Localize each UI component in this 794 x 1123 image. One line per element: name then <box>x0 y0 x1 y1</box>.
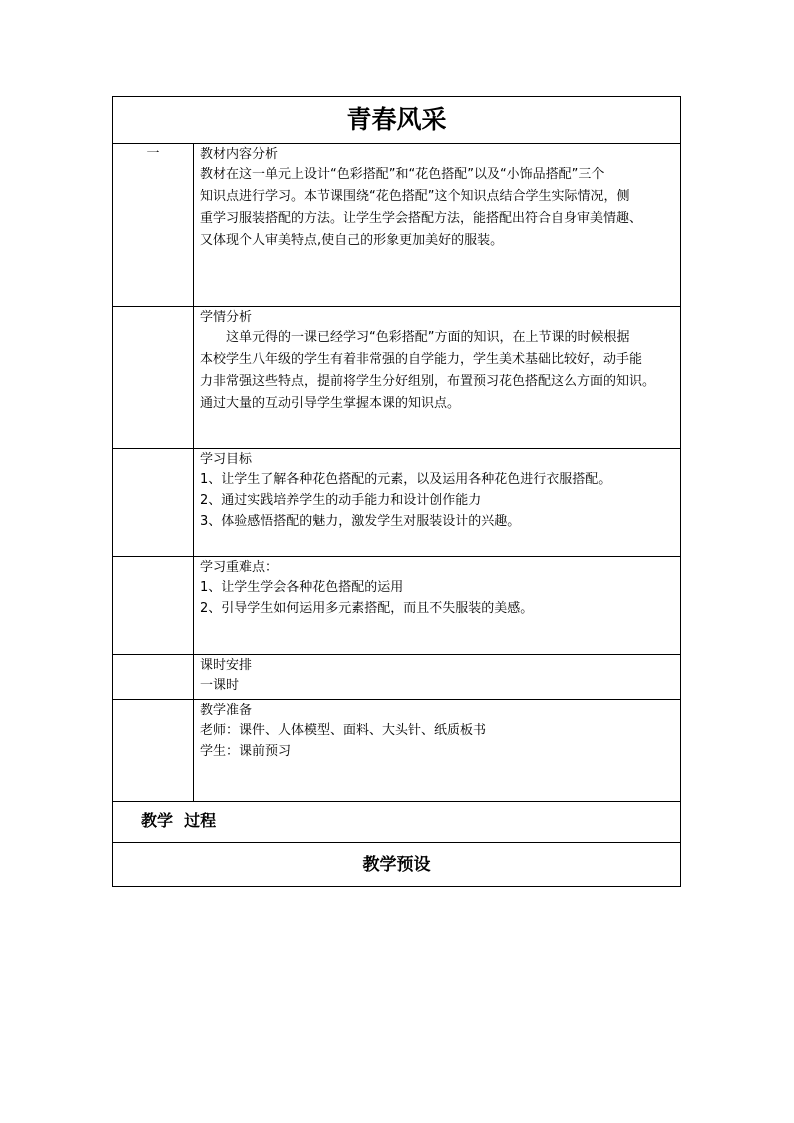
section-student-analysis <box>113 306 680 448</box>
section-schedule <box>113 654 680 699</box>
section-number-cell <box>113 449 194 556</box>
section-body <box>194 655 680 696</box>
lesson-plan-table <box>112 96 681 887</box>
paragraph-line: 力非常强这些特点，提前将学生分好组别，布置预习花色搭配这么方面的知识。 <box>200 374 656 389</box>
teaching-process-label: 教学 过程 <box>141 811 217 830</box>
section-heading: 教材内容分析 <box>200 147 279 162</box>
teaching-process-row <box>113 801 680 842</box>
list-item: 3、体验感悟搭配的魅力，激发学生对服装设计的兴趣。 <box>200 514 521 529</box>
paragraph-line: 通过大量的互动引导学生掌握本课的知识点。 <box>200 396 461 411</box>
section-body <box>194 307 680 415</box>
section-heading: 学情分析 <box>200 310 253 325</box>
list-item: 1、让学生学会各种花色搭配的运用 <box>200 580 404 595</box>
section-body <box>194 144 680 252</box>
list-item: 2、通过实践培养学生的动手能力和设计创作能力 <box>200 493 482 508</box>
paragraph-line: 教材在这一单元上设计“色彩搭配”和“花色搭配”以及“小饰品搭配”三个 <box>200 167 605 182</box>
list-item: 一课时 <box>200 678 240 693</box>
section-body <box>194 557 680 619</box>
paragraph-line: 本校学生八年级的学生有着非常强的自学能力，学生美术基础比较好，动手能 <box>200 352 643 367</box>
section-heading: 学习重难点： <box>200 560 279 575</box>
paragraph-line: 重学习服装搭配的方法。让学生学会搭配方法，能搭配出符合自身审美情趣、 <box>200 211 643 226</box>
section-preparation <box>113 699 680 801</box>
section-number-cell <box>113 144 194 306</box>
section-number-cell <box>113 557 194 654</box>
section-heading: 教学准备 <box>200 703 253 718</box>
page-title: 青春风采 <box>346 105 447 134</box>
section-body <box>194 449 680 532</box>
list-item: 1、让学生了解各种花色搭配的元素，以及运用各种花色进行衣服搭配。 <box>200 472 612 487</box>
section-content-analysis <box>113 143 680 306</box>
section-number-cell <box>113 307 194 448</box>
section-body <box>194 700 680 762</box>
list-item: 老师：课件、人体模型、面料、大头针、纸质板书 <box>200 723 487 738</box>
list-item: 2、引导学生如何运用多元素搭配，而且不失服装的美感。 <box>200 601 534 616</box>
section-key-points <box>113 556 680 654</box>
title-row <box>113 97 680 143</box>
section-number-cell <box>113 700 194 801</box>
paragraph-line: 知识点进行学习。本节课围绕“花色搭配”这个知识点结合学生实际情况，侧 <box>200 189 630 204</box>
teaching-preset-row <box>113 842 680 888</box>
section-heading: 学习目标 <box>200 452 253 467</box>
section-learning-goals <box>113 448 680 556</box>
paragraph-line: 这单元得的一课已经学习“色彩搭配”方面的知识，在上节课的时候根据 <box>226 330 630 345</box>
list-item: 学生：课前预习 <box>200 744 292 759</box>
teaching-preset-label: 教学预设 <box>362 855 431 875</box>
section-number: 一 <box>146 146 160 161</box>
paragraph-line: 又体现个人审美特点,使自己的形象更加美好的服装。 <box>200 233 504 248</box>
section-number-cell <box>113 655 194 699</box>
section-heading: 课时安排 <box>200 658 253 673</box>
